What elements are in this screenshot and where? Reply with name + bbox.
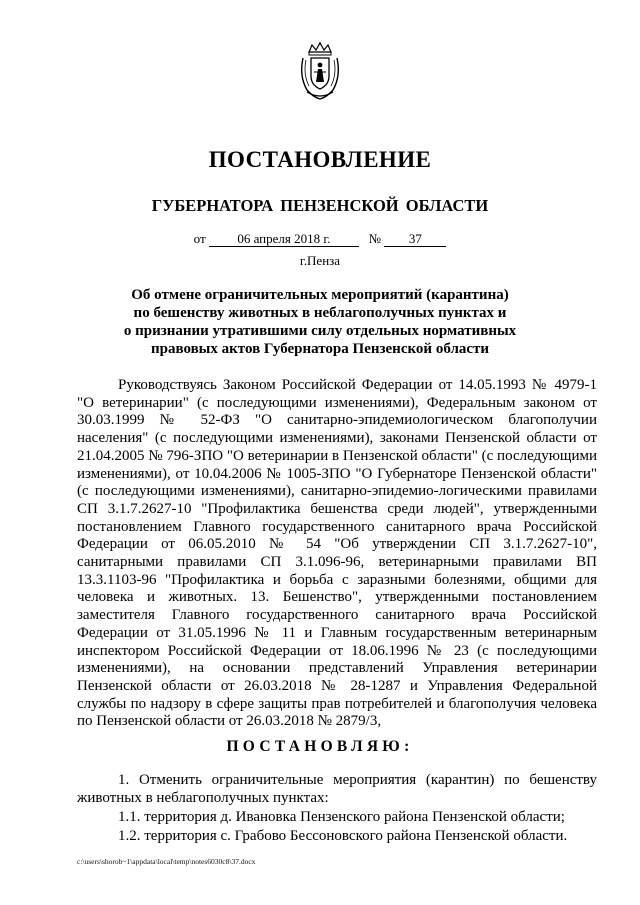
document-number: 37 (384, 232, 446, 247)
resolve-heading: ПОСТАНОВЛЯЮ: (226, 738, 414, 755)
heading-line: правовых актов Губернатора Пензенской области (150, 341, 490, 357)
heading-line: Об отмене ограничительных мероприятий (карантина) (131, 287, 509, 303)
preamble-paragraph: Руководствуясь Законом Российской Федерации от 14.05.1993 № 4979-1 "О ветеринарии" (с последующими изменениями), Федеральным законом от 30.03.1999 № 52-ФЗ "О санитарно-эпидемиологическом благополучии населения" (с последующими изменениями), законами Пензенской области от 21.04.2005 № 796-ЗПО "О ветеринарии в Пензенской области" (с последующими изменениями), от 10.04.2006 № 1005-ЗПО "О Губернаторе Пензенской области" (с последующими изменениями), санитарно-эпидемио-логическими правилами СП 3.1.7.2627-10 "Профилактика бешенства среди людей", утвержденными постановлением Главного государственного санитарного врача Российской Федерации от 06.05.2010 № 54 "Об утверждении СП 3.1.7.2627-10", санитарными правилами СП 3.1.096-96, ветеринарными правилами ВП 13.3.1103-96 "Профилактика и борьба с заразными болезнями, общими для человека и животных. 13. Бешенство", утвержденными постановлением заместителя Главного государственного санитарного врача Российской Федерации от 31.05.1996 № 11 и Главным государственным ветеринарным инспектором Российской Федерации от 18.06.1996 № 23 (с последующими изменениями), на основании представлений Управления ветеринарии Пензенской области от 26.03.2018 № 28-1287 и Управления Федеральной службы по надзору в сфере защиты прав потребителей и благополучия человека по Пензенской области от 26.03.2018 № 2879/3, (77, 377, 597, 730)
date-number-line (0, 231, 640, 247)
document-title: ПОСТАНОВЛЕНИЕ (208, 147, 432, 172)
clause-1-1: 1.1. территория д. Ивановка Пензенского района Пензенской области; (118, 809, 565, 825)
document-city: г.Пенза (299, 253, 341, 268)
document-issuer: ГУБЕРНАТОРА ПЕНЗЕНСКОЙ ОБЛАСТИ (151, 196, 489, 215)
heading-line: по бешенству животных в неблагополучных пунктах и (133, 305, 507, 321)
file-path-footer: c:\users\shorob~1\appdata\local\temp\notes6030c8\37.docx (77, 857, 256, 866)
clause-1: 1. Отменить ограничительные мероприятия (карантин) по бешенству животных в неблагополучных пунктах: (77, 772, 597, 806)
document-date: 06 апреля 2018 г. (209, 232, 359, 247)
document-heading (120, 286, 520, 358)
clause-1-2: 1.2. территория с. Грабово Бессоновского района Пензенской области. (118, 828, 568, 844)
heading-line: о признании утратившими силу отдельных нормативных (123, 323, 517, 339)
number-sign: № (368, 231, 382, 246)
date-prefix: от (193, 231, 206, 246)
coat-of-arms-icon (297, 42, 343, 100)
